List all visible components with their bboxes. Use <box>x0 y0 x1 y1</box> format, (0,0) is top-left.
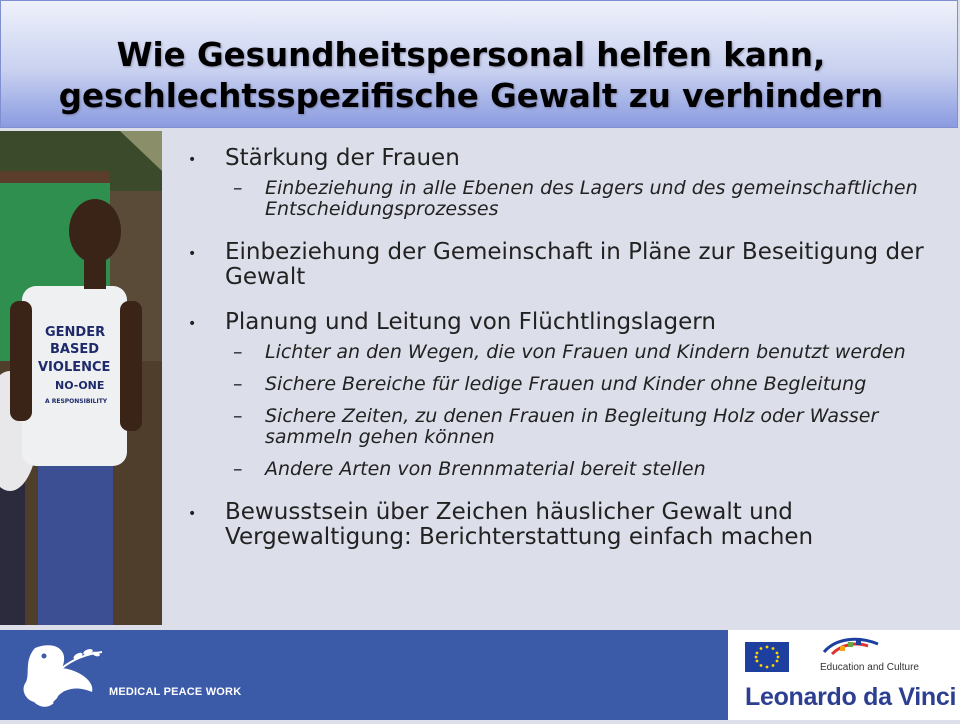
education-culture-logo-icon <box>824 639 878 654</box>
sub-bullet-3-3-text: Sichere Zeiten, zu denen Frauen in Begleitung Holz oder Wasser sammeln gehen können <box>265 405 879 448</box>
sub-bullet-1-1-text: Einbeziehung in alle Ebenen des Lagers und des gemeinschaftlichen Entscheidungsprozesses <box>265 177 918 220</box>
title-line-2: geschlechtsspezifische Gewalt zu verhindern <box>58 77 884 115</box>
shirt-text-2: BASED <box>50 342 100 357</box>
dash-icon: – <box>233 177 243 199</box>
bullet-dot-icon: • <box>188 506 197 522</box>
slide-title <box>1 35 941 117</box>
shirt-text-1: GENDER <box>45 325 106 340</box>
dash-icon: – <box>233 405 243 427</box>
sub-bullet-3-2-text: Sichere Bereiche für ledige Frauen und Kinder ohne Begleitung <box>265 373 867 395</box>
bullet-2-text: Einbeziehung der Gemeinschaft in Pläne zur Beseitigung der Gewalt <box>225 239 924 290</box>
sub-bullet-3-4 <box>185 459 955 480</box>
brand-name: Leonardo da Vinci <box>745 683 957 711</box>
sub-bullet-3-4-text: Andere Arten von Brennmaterial bereit stellen <box>265 458 706 480</box>
shirt-text-4: NO-ONE <box>55 379 105 392</box>
sub-bullet-1-1 <box>185 178 955 220</box>
dash-icon: – <box>233 373 243 395</box>
sub-bullet-3-2 <box>185 374 955 395</box>
bullet-3 <box>185 310 955 480</box>
dash-icon: – <box>233 458 243 480</box>
sub-bullet-3-1-text: Lichter an den Wegen, die von Frauen und Kindern benutzt werden <box>265 341 906 363</box>
photo-illustration <box>0 131 162 625</box>
bullet-dot-icon: • <box>188 316 197 332</box>
footer-band <box>0 630 728 720</box>
bullet-3-text: Planung und Leitung von Flüchtlingslagern <box>225 309 716 335</box>
eu-flag-icon <box>745 642 789 672</box>
bullet-content <box>185 146 955 570</box>
bullet-1-sublist <box>225 178 955 220</box>
ec-label: Education and Culture <box>820 662 919 673</box>
bullet-3-sublist <box>225 342 955 480</box>
title-line-1: Wie Gesundheitspersonal helfen kann, <box>116 36 826 74</box>
bullet-4 <box>185 500 955 550</box>
bullet-4-text: Bewusstsein über Zeichen häuslicher Gewalt und Vergewaltigung: Berichterstattung einfach machen <box>225 499 814 550</box>
bullet-dot-icon: • <box>188 152 197 168</box>
shirt-text-3: VIOLENCE <box>38 360 111 375</box>
shirt-text-5: A RESPONSIBILITY <box>45 398 108 405</box>
bullet-dot-icon: • <box>188 246 197 262</box>
title-bar <box>0 0 958 128</box>
program-name: MEDICAL PEACE WORK <box>109 686 242 698</box>
dove-logo-icon <box>0 630 110 720</box>
sub-bullet-3-3 <box>185 406 955 448</box>
photo-girl-gbv-shirt <box>0 131 162 625</box>
bullet-1-text: Stärkung der Frauen <box>225 145 460 171</box>
sub-bullet-3-1 <box>185 342 955 363</box>
bullet-2 <box>185 240 955 290</box>
bullet-1 <box>185 146 955 220</box>
footer-logo-art <box>728 630 960 690</box>
dash-icon: – <box>233 341 243 363</box>
